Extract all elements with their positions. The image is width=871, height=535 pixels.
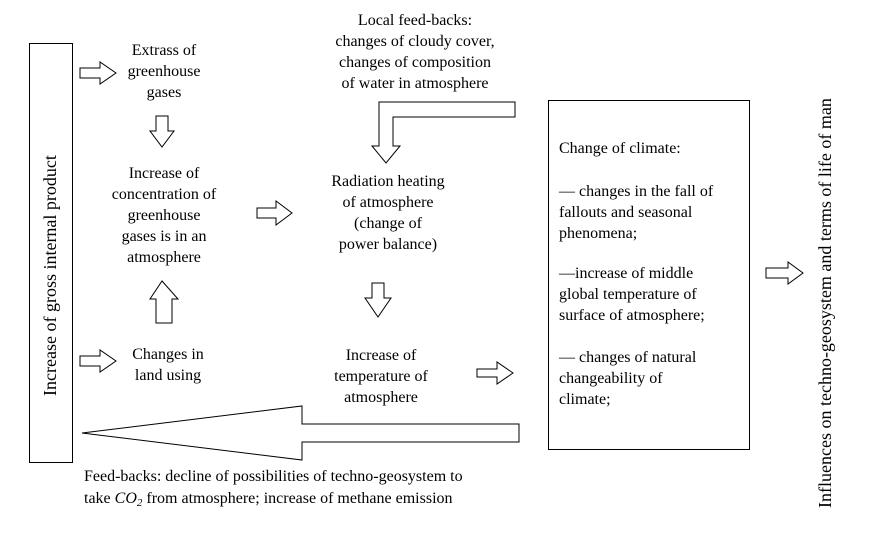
arrow-down-to-temperature	[365, 283, 391, 317]
arrow-local-feedbacks	[372, 102, 515, 163]
climate-item-changeability: — changes of natural changeability of climate;	[559, 349, 697, 408]
influences-label: Influences on techno-geosystem and terms of life of man	[815, 98, 835, 508]
climate-item-fallouts: — changes in the fall of fallouts and seasonal phenomena;	[559, 183, 714, 242]
climate-box-title: Change of climate:	[559, 140, 681, 157]
feedback-line-2-start: take	[84, 490, 115, 507]
local-feedbacks-node: Local feed-backs: changes of cloudy cover, changes of composition of water in atmosphere	[335, 12, 495, 92]
arrow-right-to-extrass	[80, 62, 116, 84]
extrass-node: Extrass of greenhouse gases	[127, 42, 201, 101]
gross-product-label: Increase of gross internal product	[40, 155, 60, 396]
arrow-right-to-influences	[766, 262, 803, 284]
feedback-line-2-end: from atmosphere; increase of methane emission	[142, 490, 453, 507]
arrow-right-to-land-using	[80, 350, 116, 372]
feedback-line-1: Feed-backs: decline of possibilities of techno-geosystem to	[84, 468, 463, 485]
arrow-down-to-concentration	[150, 116, 174, 147]
co2-main: CO	[114, 490, 137, 507]
temperature-node: Increase of temperature of atmosphere	[334, 347, 428, 406]
radiation-node: Radiation heating of atmosphere (change of power balance)	[331, 173, 445, 253]
land-using-node: Changes in land using	[132, 346, 204, 384]
co2-subscript: 2	[136, 497, 143, 509]
arrow-right-to-climate	[477, 362, 513, 384]
arrow-up-to-concentration	[150, 281, 178, 323]
climate-item-temperature: —increase of middle global temperature of surface of atmosphere;	[559, 265, 705, 324]
arrow-right-to-radiation	[257, 201, 292, 225]
concentration-node: Increase of concentration of greenhouse gases is in an atmosphere	[111, 165, 217, 266]
arrow-big-feedback	[82, 406, 519, 460]
